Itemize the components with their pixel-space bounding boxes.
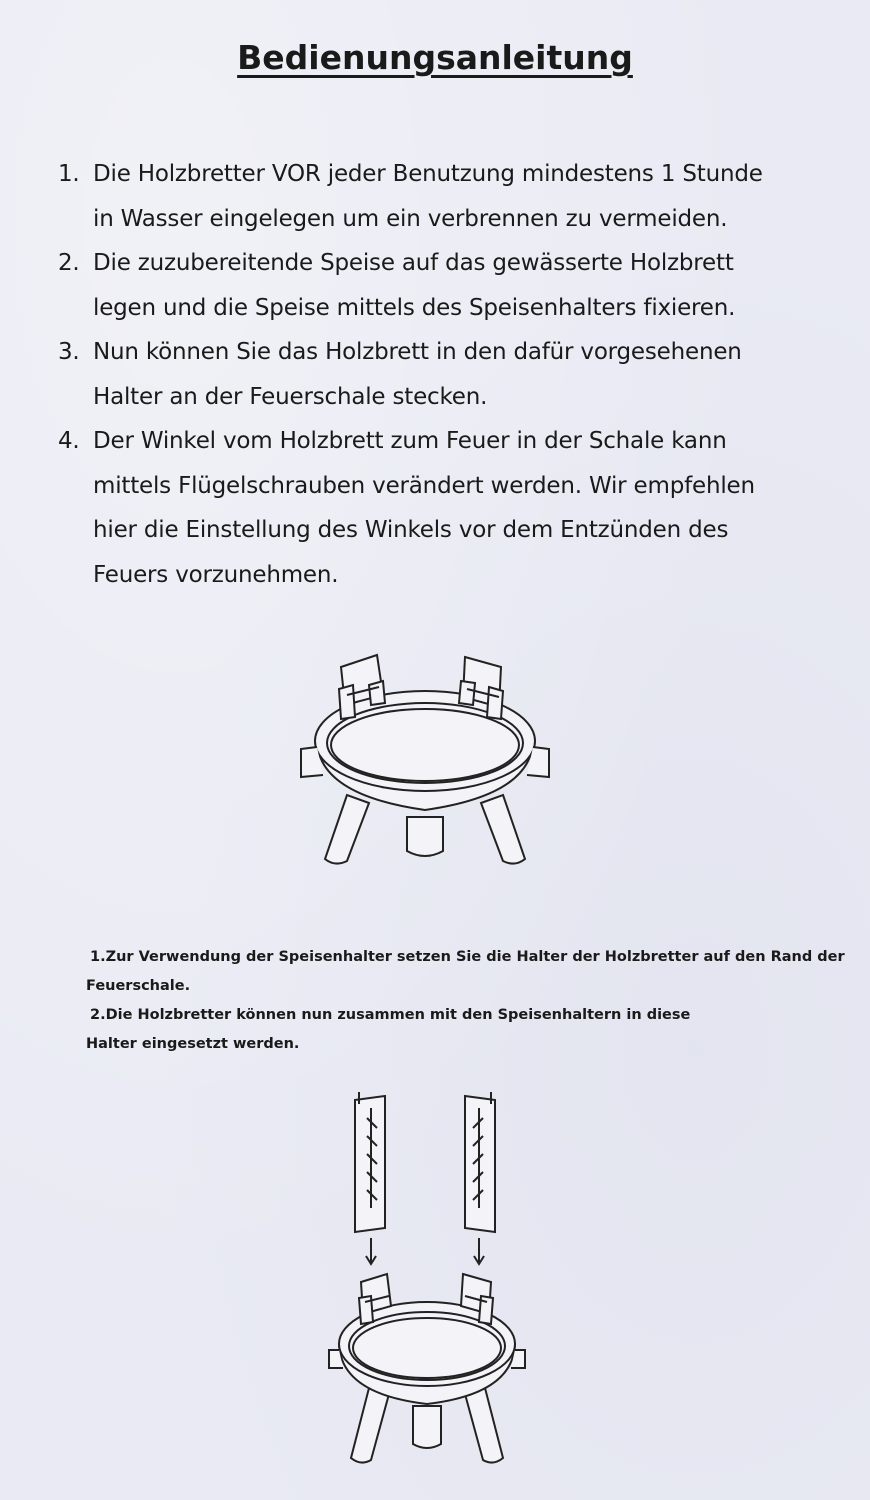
step-line: Die zuzubereitende Speise auf das gewässerte Holzbrett <box>93 250 734 276</box>
fire-bowl-with-holders-icon <box>295 645 560 875</box>
step-line: Nun können Sie das Holzbrett in den dafür vorgesehenen <box>93 339 742 365</box>
step-number: 4. <box>58 428 80 454</box>
additional-notes <box>86 943 856 1059</box>
step-line: Der Winkel vom Holzbrett zum Feuer in der Schale kann <box>93 428 727 454</box>
page-title: Bedienungsanleitung <box>237 38 633 77</box>
step-number: 3. <box>58 339 80 365</box>
step-line: legen und die Speise mittels des Speisenhalters fixieren. <box>93 294 736 321</box>
step-line: mittels Flügelschrauben verändert werden. Wir empfehlen <box>93 472 755 499</box>
step-line: in Wasser eingelegen um ein verbrennen zu vermeiden. <box>93 205 728 232</box>
note-1 <box>86 943 856 1001</box>
note-line: Feuerschale. <box>86 978 191 994</box>
instruction-step-2 <box>58 241 858 330</box>
note-2 <box>86 1001 856 1059</box>
step-number: 2. <box>58 250 80 276</box>
fire-bowl-with-boards-insertion-icon <box>325 1088 535 1473</box>
note-line: 1.Zur Verwendung der Speisenhalter setzen Sie die Halter der Holzbretter auf den Rand der <box>90 949 845 965</box>
instruction-step-1 <box>58 152 858 241</box>
instruction-step-3 <box>58 330 858 419</box>
note-line: Halter eingesetzt werden. <box>86 1036 300 1052</box>
step-line: hier die Einstellung des Winkels vor dem Entzünden des <box>93 517 729 543</box>
step-line: Feuers vorzunehmen. <box>93 561 339 588</box>
step-line: Halter an der Feuerschale stecken. <box>93 383 488 410</box>
instruction-list <box>58 152 858 597</box>
step-line: Die Holzbretter VOR jeder Benutzung mindestens 1 Stunde <box>93 161 763 187</box>
instruction-step-4 <box>58 419 858 597</box>
step-number: 1. <box>58 161 80 187</box>
note-line: 2.Die Holzbretter können nun zusammen mit den Speisenhaltern in diese <box>90 1007 691 1023</box>
